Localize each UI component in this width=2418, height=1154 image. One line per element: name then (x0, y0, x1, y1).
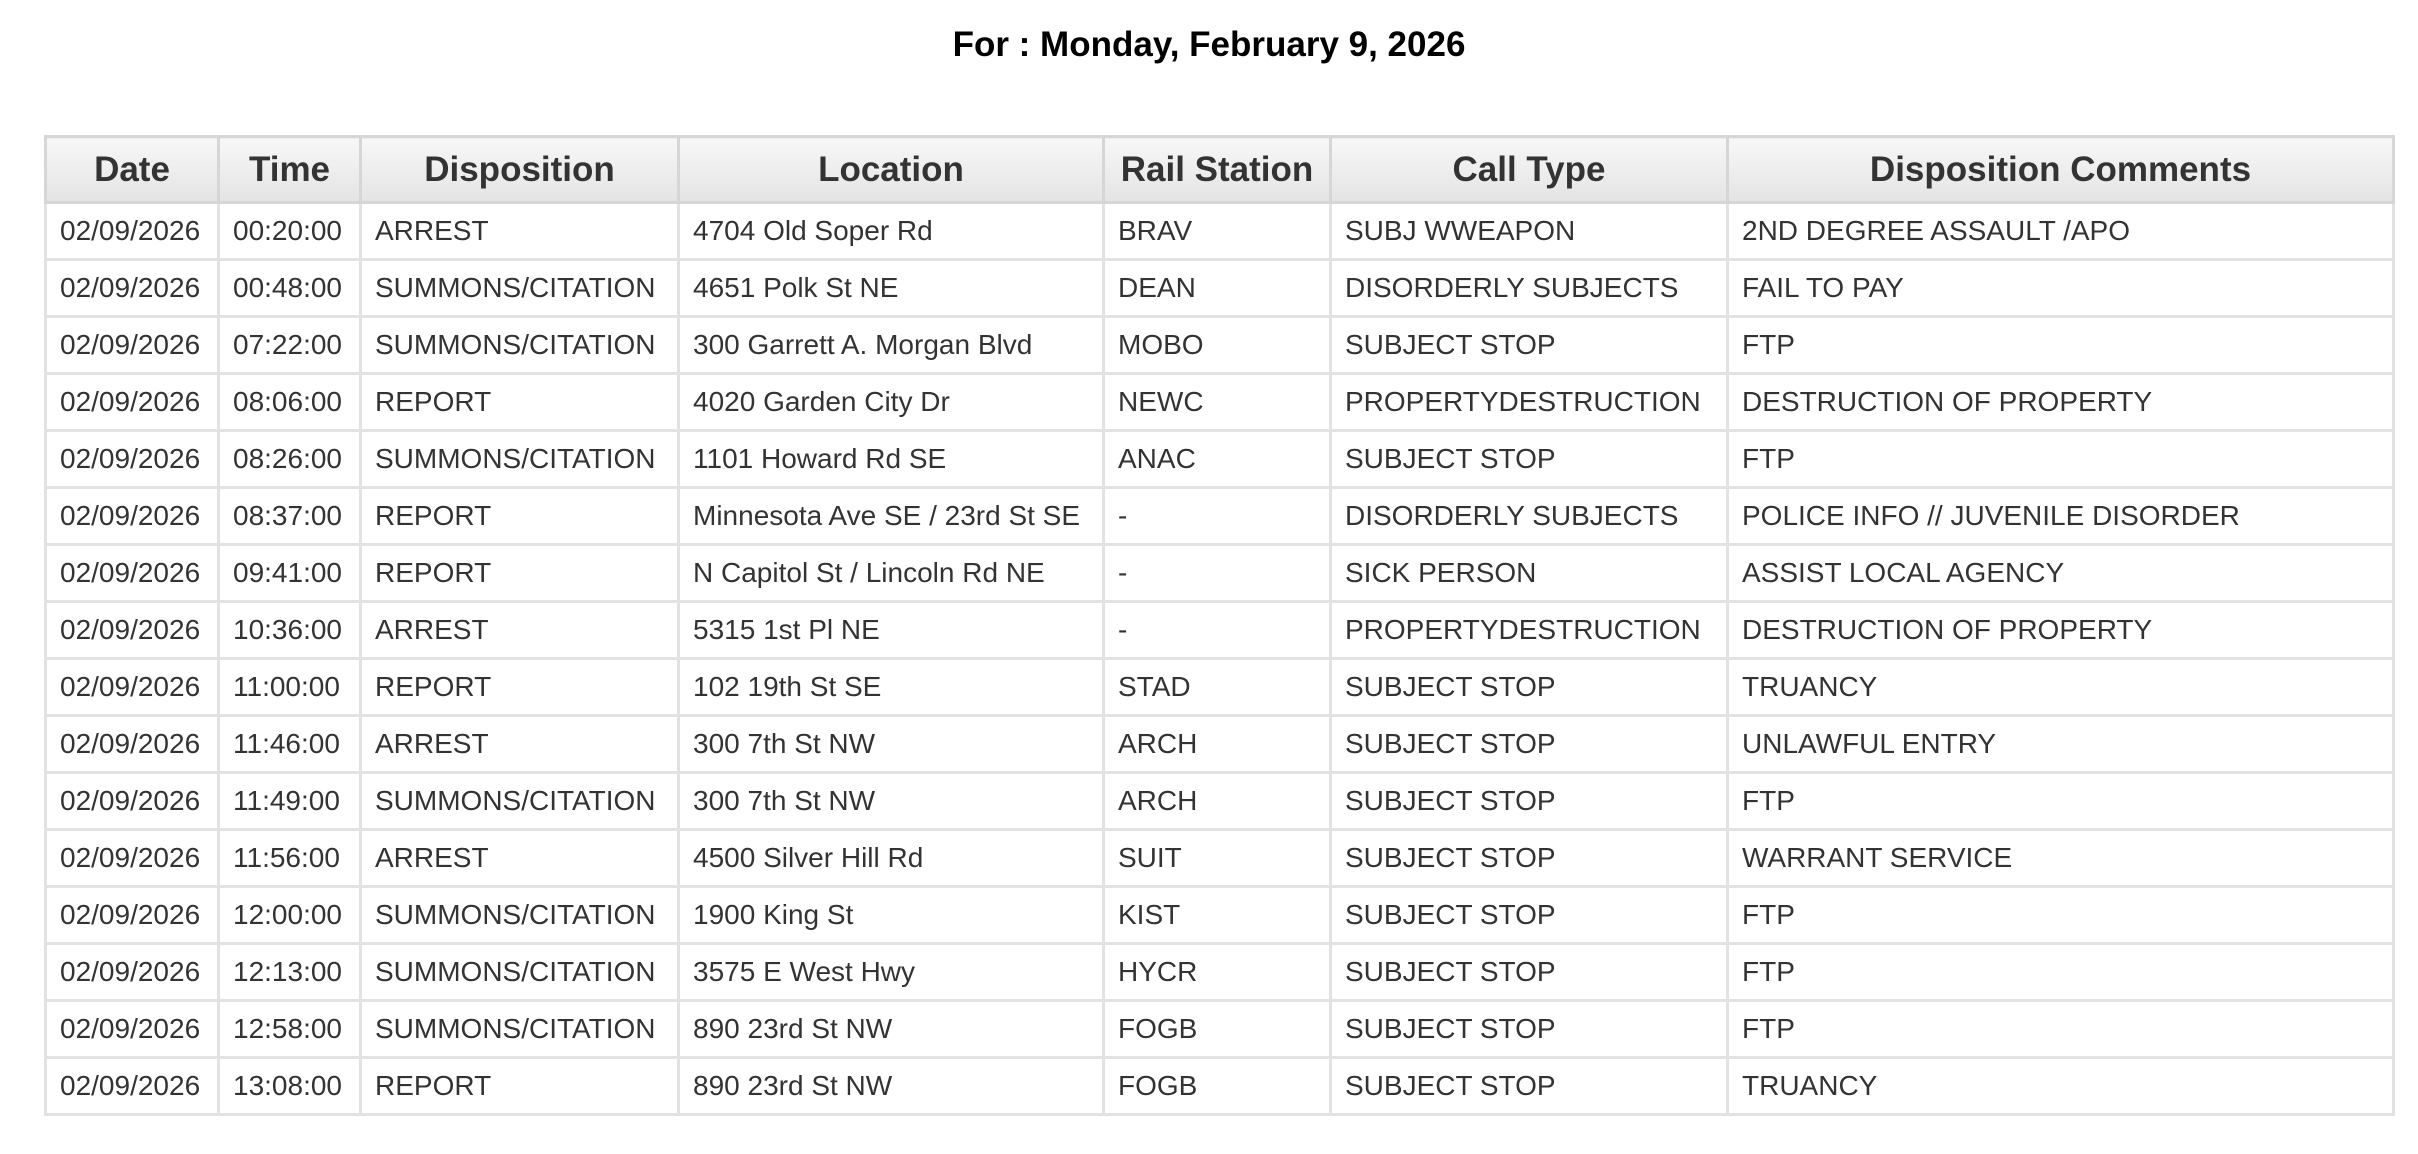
date-cell: 02/09/2026 (46, 260, 219, 317)
time-cell: 00:48:00 (219, 260, 361, 317)
date-cell: 02/09/2026 (46, 203, 219, 260)
call-type-cell: SUBJECT STOP (1331, 431, 1728, 488)
disposition-comments-cell: TRUANCY (1728, 1058, 2394, 1115)
table-row (46, 716, 2394, 773)
call-type-cell: SUBJECT STOP (1331, 716, 1728, 773)
table-row (46, 374, 2394, 431)
rail-station-cell: NEWC (1104, 374, 1331, 431)
rail-station-cell: BRAV (1104, 203, 1331, 260)
disposition-comments-cell: FTP (1728, 1001, 2394, 1058)
rail-station-cell: - (1104, 545, 1331, 602)
disposition-cell: ARREST (361, 830, 679, 887)
location-cell: 3575 E West Hwy (679, 944, 1104, 1001)
rail-station-cell: - (1104, 488, 1331, 545)
header-row (46, 137, 2394, 203)
disposition-comments-cell: FTP (1728, 887, 2394, 944)
table-row (46, 1001, 2394, 1058)
disposition-comments-cell: WARRANT SERVICE (1728, 830, 2394, 887)
rail-station-cell: DEAN (1104, 260, 1331, 317)
rail-station-cell: FOGB (1104, 1001, 1331, 1058)
call-type-cell: SUBJECT STOP (1331, 887, 1728, 944)
time-cell: 13:08:00 (219, 1058, 361, 1115)
call-type-cell: SUBJECT STOP (1331, 317, 1728, 374)
time-cell: 10:36:00 (219, 602, 361, 659)
table-row (46, 944, 2394, 1001)
disposition-cell: ARREST (361, 716, 679, 773)
disposition-comments-cell: ASSIST LOCAL AGENCY (1728, 545, 2394, 602)
disposition-comments-cell: FAIL TO PAY (1728, 260, 2394, 317)
table-row (46, 203, 2394, 260)
disposition-cell: REPORT (361, 1058, 679, 1115)
call-type-cell: DISORDERLY SUBJECTS (1331, 488, 1728, 545)
call-type-cell: SICK PERSON (1331, 545, 1728, 602)
rail-station-cell: KIST (1104, 887, 1331, 944)
column-header-time[interactable]: Time (219, 137, 361, 203)
date-cell: 02/09/2026 (46, 431, 219, 488)
table-row (46, 317, 2394, 374)
disposition-cell: SUMMONS/CITATION (361, 260, 679, 317)
column-header-disposition-comments[interactable]: Disposition Comments (1728, 137, 2394, 203)
rail-station-cell: SUIT (1104, 830, 1331, 887)
disposition-comments-cell: FTP (1728, 773, 2394, 830)
date-cell: 02/09/2026 (46, 773, 219, 830)
location-cell: 1101 Howard Rd SE (679, 431, 1104, 488)
rail-station-cell: ARCH (1104, 773, 1331, 830)
rail-station-cell: - (1104, 602, 1331, 659)
date-cell: 02/09/2026 (46, 830, 219, 887)
location-cell: 890 23rd St NW (679, 1001, 1104, 1058)
location-cell: 4704 Old Soper Rd (679, 203, 1104, 260)
table-row (46, 602, 2394, 659)
table-row (46, 830, 2394, 887)
disposition-cell: SUMMONS/CITATION (361, 944, 679, 1001)
disposition-cell: SUMMONS/CITATION (361, 1001, 679, 1058)
call-type-cell: SUBJECT STOP (1331, 773, 1728, 830)
location-cell: 4651 Polk St NE (679, 260, 1104, 317)
disposition-cell: REPORT (361, 374, 679, 431)
table-body (46, 203, 2394, 1115)
location-cell: 300 7th St NW (679, 773, 1104, 830)
column-header-rail-station[interactable]: Rail Station (1104, 137, 1331, 203)
disposition-comments-cell: POLICE INFO // JUVENILE DISORDER (1728, 488, 2394, 545)
disposition-comments-cell: FTP (1728, 944, 2394, 1001)
call-type-cell: PROPERTYDESTRUCTION (1331, 374, 1728, 431)
location-cell: N Capitol St / Lincoln Rd NE (679, 545, 1104, 602)
disposition-cell: SUMMONS/CITATION (361, 431, 679, 488)
call-type-cell: SUBJECT STOP (1331, 1058, 1728, 1115)
disposition-cell: REPORT (361, 488, 679, 545)
disposition-cell: SUMMONS/CITATION (361, 887, 679, 944)
time-cell: 08:06:00 (219, 374, 361, 431)
call-type-cell: PROPERTYDESTRUCTION (1331, 602, 1728, 659)
time-cell: 11:00:00 (219, 659, 361, 716)
column-header-disposition[interactable]: Disposition (361, 137, 679, 203)
disposition-comments-cell: UNLAWFUL ENTRY (1728, 716, 2394, 773)
table-row (46, 1058, 2394, 1115)
disposition-comments-cell: 2ND DEGREE ASSAULT /APO (1728, 203, 2394, 260)
table-row (46, 773, 2394, 830)
date-cell: 02/09/2026 (46, 488, 219, 545)
time-cell: 08:26:00 (219, 431, 361, 488)
location-cell: 102 19th St SE (679, 659, 1104, 716)
page-title: For : Monday, February 9, 2026 (952, 25, 1466, 64)
location-cell: 300 7th St NW (679, 716, 1104, 773)
time-cell: 12:58:00 (219, 1001, 361, 1058)
location-cell: 4500 Silver Hill Rd (679, 830, 1104, 887)
disposition-comments-cell: DESTRUCTION OF PROPERTY (1728, 602, 2394, 659)
disposition-comments-cell: TRUANCY (1728, 659, 2394, 716)
disposition-comments-cell: FTP (1728, 431, 2394, 488)
location-cell: Minnesota Ave SE / 23rd St SE (679, 488, 1104, 545)
time-cell: 12:13:00 (219, 944, 361, 1001)
disposition-cell: ARREST (361, 602, 679, 659)
date-cell: 02/09/2026 (46, 317, 219, 374)
disposition-cell: REPORT (361, 659, 679, 716)
date-cell: 02/09/2026 (46, 374, 219, 431)
disposition-comments-cell: FTP (1728, 317, 2394, 374)
disposition-cell: REPORT (361, 545, 679, 602)
date-cell: 02/09/2026 (46, 716, 219, 773)
rail-station-cell: STAD (1104, 659, 1331, 716)
call-type-cell: DISORDERLY SUBJECTS (1331, 260, 1728, 317)
date-cell: 02/09/2026 (46, 545, 219, 602)
time-cell: 11:56:00 (219, 830, 361, 887)
table-row (46, 431, 2394, 488)
table-row (46, 545, 2394, 602)
rail-station-cell: HYCR (1104, 944, 1331, 1001)
time-cell: 07:22:00 (219, 317, 361, 374)
location-cell: 1900 King St (679, 887, 1104, 944)
rail-station-cell: ARCH (1104, 716, 1331, 773)
column-header-date[interactable]: Date (46, 137, 219, 203)
call-type-cell: SUBJECT STOP (1331, 944, 1728, 1001)
table-row (46, 659, 2394, 716)
date-cell: 02/09/2026 (46, 659, 219, 716)
column-header-call-type[interactable]: Call Type (1331, 137, 1728, 203)
arrest-report-table (44, 135, 2395, 1116)
column-header-location[interactable]: Location (679, 137, 1104, 203)
date-cell: 02/09/2026 (46, 944, 219, 1001)
call-type-cell: SUBJECT STOP (1331, 659, 1728, 716)
disposition-comments-cell: DESTRUCTION OF PROPERTY (1728, 374, 2394, 431)
table-row (46, 488, 2394, 545)
disposition-cell: SUMMONS/CITATION (361, 317, 679, 374)
call-type-cell: SUBJECT STOP (1331, 1001, 1728, 1058)
date-cell: 02/09/2026 (46, 1058, 219, 1115)
location-cell: 5315 1st Pl NE (679, 602, 1104, 659)
time-cell: 09:41:00 (219, 545, 361, 602)
call-type-cell: SUBJECT STOP (1331, 830, 1728, 887)
date-cell: 02/09/2026 (46, 602, 219, 659)
location-cell: 4020 Garden City Dr (679, 374, 1104, 431)
rail-station-cell: MOBO (1104, 317, 1331, 374)
time-cell: 11:49:00 (219, 773, 361, 830)
time-cell: 11:46:00 (219, 716, 361, 773)
disposition-cell: SUMMONS/CITATION (361, 773, 679, 830)
table-row (46, 260, 2394, 317)
rail-station-cell: FOGB (1104, 1058, 1331, 1115)
date-cell: 02/09/2026 (46, 1001, 219, 1058)
rail-station-cell: ANAC (1104, 431, 1331, 488)
date-cell: 02/09/2026 (46, 887, 219, 944)
disposition-cell: ARREST (361, 203, 679, 260)
location-cell: 300 Garrett A. Morgan Blvd (679, 317, 1104, 374)
table-row (46, 887, 2394, 944)
time-cell: 00:20:00 (219, 203, 361, 260)
location-cell: 890 23rd St NW (679, 1058, 1104, 1115)
call-type-cell: SUBJ WWEAPON (1331, 203, 1728, 260)
time-cell: 08:37:00 (219, 488, 361, 545)
time-cell: 12:00:00 (219, 887, 361, 944)
